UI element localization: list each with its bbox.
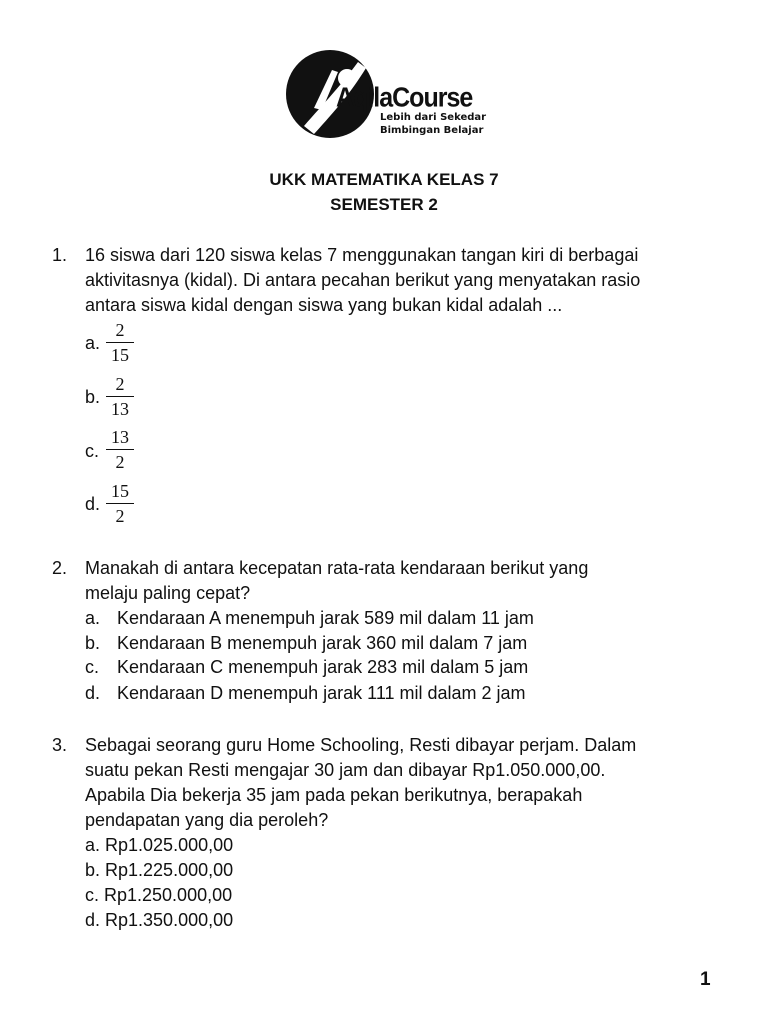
fraction-numerator: 2 xyxy=(115,374,125,394)
logo-tagline-line2: Bimbingan Belajar xyxy=(380,125,484,136)
document-subtitle: SEMESTER 2 xyxy=(330,195,438,214)
question-text-line: antara siswa kidal dengan siswa yang bukan kidal adalah ... xyxy=(85,295,563,315)
option-text: Kendaraan D menempuh jarak 111 mil dalam 2 jam xyxy=(117,683,526,703)
question-text-line: pendapatan yang dia peroleh? xyxy=(85,810,329,830)
option-text: Kendaraan C menempuh jarak 283 mil dalam 5 jam xyxy=(117,657,529,677)
question-number: 1. xyxy=(52,245,68,265)
question-text-line: Apabila Dia bekerja 35 jam pada pekan berikutnya, berapakah xyxy=(85,785,583,805)
logo-wordmark: AqilaCourse xyxy=(336,82,473,114)
question-text-line: suatu pekan Resti mengajar 30 jam dan dibayar Rp1.050.000,00. xyxy=(85,760,606,780)
fraction-bar xyxy=(106,342,134,343)
question-text-line: melaju paling cepat? xyxy=(85,583,251,603)
fraction-numerator: 13 xyxy=(111,427,129,447)
document-title: UKK MATEMATIKA KELAS 7 xyxy=(269,170,499,189)
question-text-line: 16 siswa dari 120 siswa kelas 7 menggunakan tangan kiri di berbagai xyxy=(85,245,639,265)
option-text: Kendaraan B menempuh jarak 360 mil dalam 7 jam xyxy=(117,633,528,653)
option-letter: c. xyxy=(85,441,100,461)
option-text: c. Rp1.250.000,00 xyxy=(85,885,233,905)
option-letter: a. xyxy=(85,333,101,353)
option-letter: b. xyxy=(85,633,101,653)
fraction-bar xyxy=(106,503,134,504)
option-letter: d. xyxy=(85,683,101,703)
option-text: d. Rp1.350.000,00 xyxy=(85,910,234,930)
fraction-denominator: 2 xyxy=(115,452,125,472)
option-letter: a. xyxy=(85,608,101,628)
fraction-numerator: 15 xyxy=(111,481,129,501)
fraction-numerator: 2 xyxy=(115,320,125,340)
option-text: b. Rp1.225.000,00 xyxy=(85,860,234,880)
fraction xyxy=(106,480,134,527)
option-letter: c. xyxy=(85,657,100,677)
question-text-line: Manakah di antara kecepatan rata-rata kendaraan berikut yang xyxy=(85,558,589,578)
aqilacourse-logo xyxy=(284,44,504,144)
fraction-bar xyxy=(106,396,134,397)
question-number: 3. xyxy=(52,735,68,755)
fraction xyxy=(106,373,134,420)
option-text: a. Rp1.025.000,00 xyxy=(85,835,234,855)
fraction-denominator: 15 xyxy=(111,345,129,365)
option-text: Kendaraan A menempuh jarak 589 mil dalam 11 jam xyxy=(117,608,534,628)
fraction-denominator: 2 xyxy=(115,506,125,526)
question-text-line: Sebagai seorang guru Home Schooling, Resti dibayar perjam. Dalam xyxy=(85,735,637,755)
fraction xyxy=(106,319,134,366)
fraction-denominator: 13 xyxy=(111,399,129,419)
page-number: 1 xyxy=(700,969,711,990)
question-text-line: aktivitasnya (kidal). Di antara pecahan berikut yang menyatakan rasio xyxy=(85,270,641,290)
option-letter: d. xyxy=(85,494,101,514)
option-letter: b. xyxy=(85,387,101,407)
logo-tagline-line1: Lebih dari Sekedar xyxy=(380,112,487,123)
question-number: 2. xyxy=(52,558,68,578)
fraction xyxy=(106,426,134,473)
fraction-bar xyxy=(106,449,134,450)
